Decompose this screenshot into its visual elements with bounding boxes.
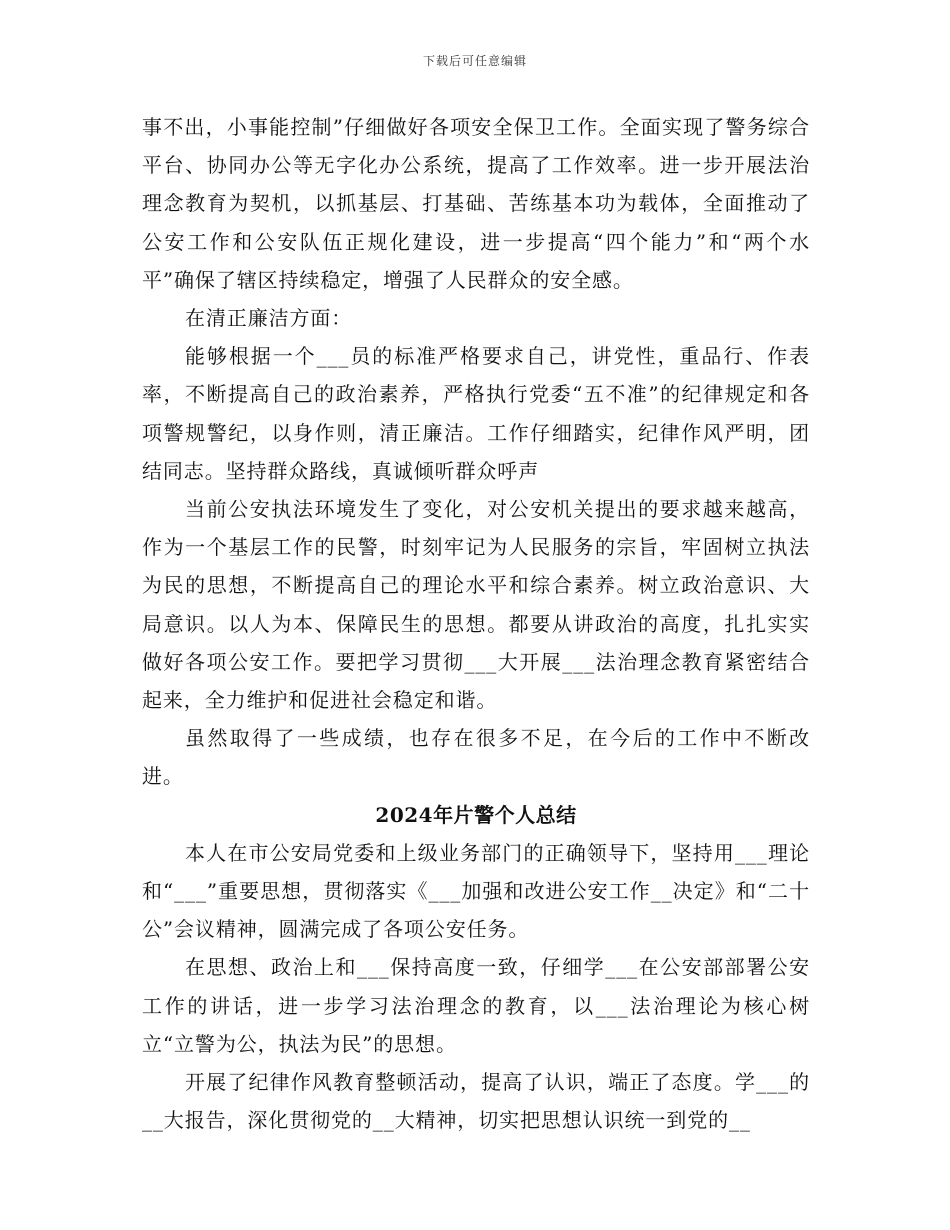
document-body (142, 108, 810, 1139)
paragraph-2: 在清正廉洁方面： (185, 306, 353, 331)
section-title: 2024年片警个人总结 (375, 802, 577, 827)
paragraph-8: 开展了纪律作风教育整顿活动，提高了认识，端正了态度。学___的__大报告，深化贯彻党的__大精神，切实把思想认识统一到党的__ (142, 1070, 810, 1133)
paragraph-1: 事不出，小事能控制”仔细做好各项安全保卫工作。全面实现了警务综合平台、协同办公等无字化办公系统，提高了工作效率。进一步开展法治理念教育为契机，以抓基层、打基础、苦练基本功为载体，全面推动了公安工作和公安队伍正规化建设，进一步提高“四个能力”和“两个水平”确保了辖区持续稳定，增强了人民群众的安全感。 (142, 115, 810, 292)
paragraph-6: 本人在市公安局党委和上级业务部门的正确领导下，坚持用___理论和“___”重要思想，贯彻落实《___加强和改进公安工作__决定》和“二十公”会议精神，圆满完成了各项公安任务。 (142, 840, 810, 942)
paragraph-5: 虽然取得了一些成绩，也存在很多不足，在今后的工作中不断改进。 (142, 726, 810, 789)
paragraph-3: 能够根据一个___员的标准严格要求自己，讲党性，重品行、作表率，不断提高自己的政治素养，严格执行党委“五不准”的纪律规定和各项警规警纪，以身作则，清正廉洁。工作仔细踏实，纪律作风严明，团结同志。坚持群众路线，真诚倾听群众呼声 (142, 344, 810, 483)
paragraph-4: 当前公安执法环境发生了变化，对公安机关提出的要求越来越高，作为一个基层工作的民警，时刻牢记为人民服务的宗旨，牢固树立执法为民的思想，不断提高自己的理论水平和综合素养。树立政治意识、大局意识。以人为本、保障民生的思想。都要从讲政治的高度，扎扎实实做好各项公安工作。要把学习贯彻___大开展___法治理念教育紧密结合起来，全力维护和促进社会稳定和谐。 (142, 497, 810, 713)
page-header: 下载后可任意编辑 (422, 54, 527, 68)
paragraph-7: 在思想、政治上和___保持高度一致，仔细学___在公安部部署公安工作的讲话，进一步学习法治理念的教育，以___法治理论为核心树立“立警为公，执法为民”的思想。 (142, 955, 810, 1056)
